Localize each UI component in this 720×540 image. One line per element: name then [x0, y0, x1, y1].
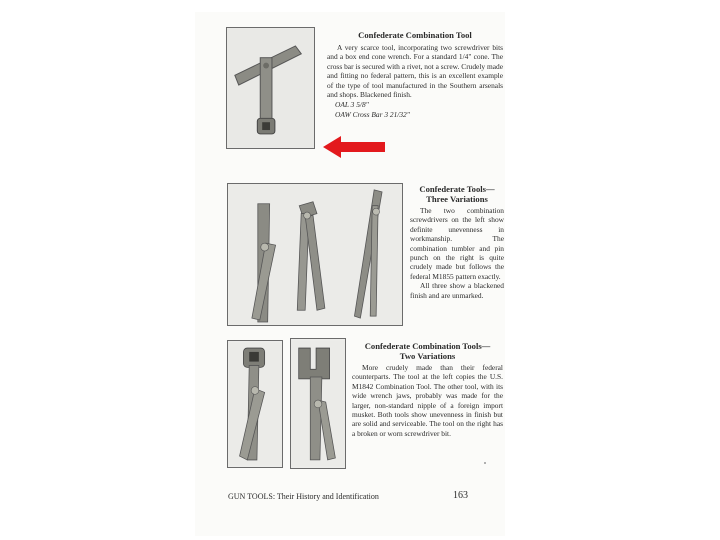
photo-three-variations: [227, 183, 403, 326]
section-2-body-2: All three show a blackened finish and are unmarked.: [410, 281, 504, 300]
photo-tool-left: [227, 340, 283, 468]
photo-tool-right: [290, 338, 346, 469]
section-2-text: [410, 184, 504, 300]
section-2-body-1: The two combination screwdrivers on the left show definite unevenness in workmanship. The combination tumbler and pin punch on the right is quite crudely made but follows the federal M1855 pattern exactly.: [410, 206, 504, 281]
tool-image-4: [291, 339, 345, 468]
spec-oal: OAL 3 5/8": [335, 100, 369, 110]
page-number: 163: [453, 490, 468, 501]
section-3-text: [352, 341, 503, 438]
tool-image-1: [227, 28, 314, 148]
red-arrow-icon: [323, 136, 385, 158]
section-1-text: [327, 30, 503, 119]
section-2-title-line-2: Three Variations: [426, 194, 488, 204]
section-3-body: More crudely made than their federal counterparts. The tool at the left copies the U.S. M1842 Combination Tool. The other tool, with its wide wrench jaws, probably was made for the larger, non-standard nipple of a foreign import musket. Both tools show unevenness in finish but are solid and serviceable. The tool on the right has a broken or worn screwdriver bit.: [352, 363, 503, 438]
section-2-title-line-1: Confederate Tools—: [419, 184, 495, 194]
section-1-title: Confederate Combination Tool: [358, 30, 472, 40]
section-1-body: A very scarce tool, incorporating two screwdriver bits and a box end cone wrench. For a standard 1/4" cone. The cross bar is secured with a rivet, not a screw. Crudely made and fitting no federal pattern, this is an excellent example of the type of tool manufactured in the Southern arsenals and shops. Blackened finish.: [327, 43, 503, 100]
spec-oaw: OAW Cross Bar 3 21/32": [335, 109, 410, 119]
section-3-title-line-1: Confederate Combination Tools—: [364, 341, 491, 351]
tool-image-3: [228, 341, 282, 467]
section-3-title-line-2: Two Variations: [399, 351, 456, 361]
photo-combination-tool: [226, 27, 315, 149]
speck: [484, 462, 486, 464]
running-footer-title: GUN TOOLS: Their History and Identification: [228, 492, 379, 501]
tool-image-2: [228, 184, 402, 325]
